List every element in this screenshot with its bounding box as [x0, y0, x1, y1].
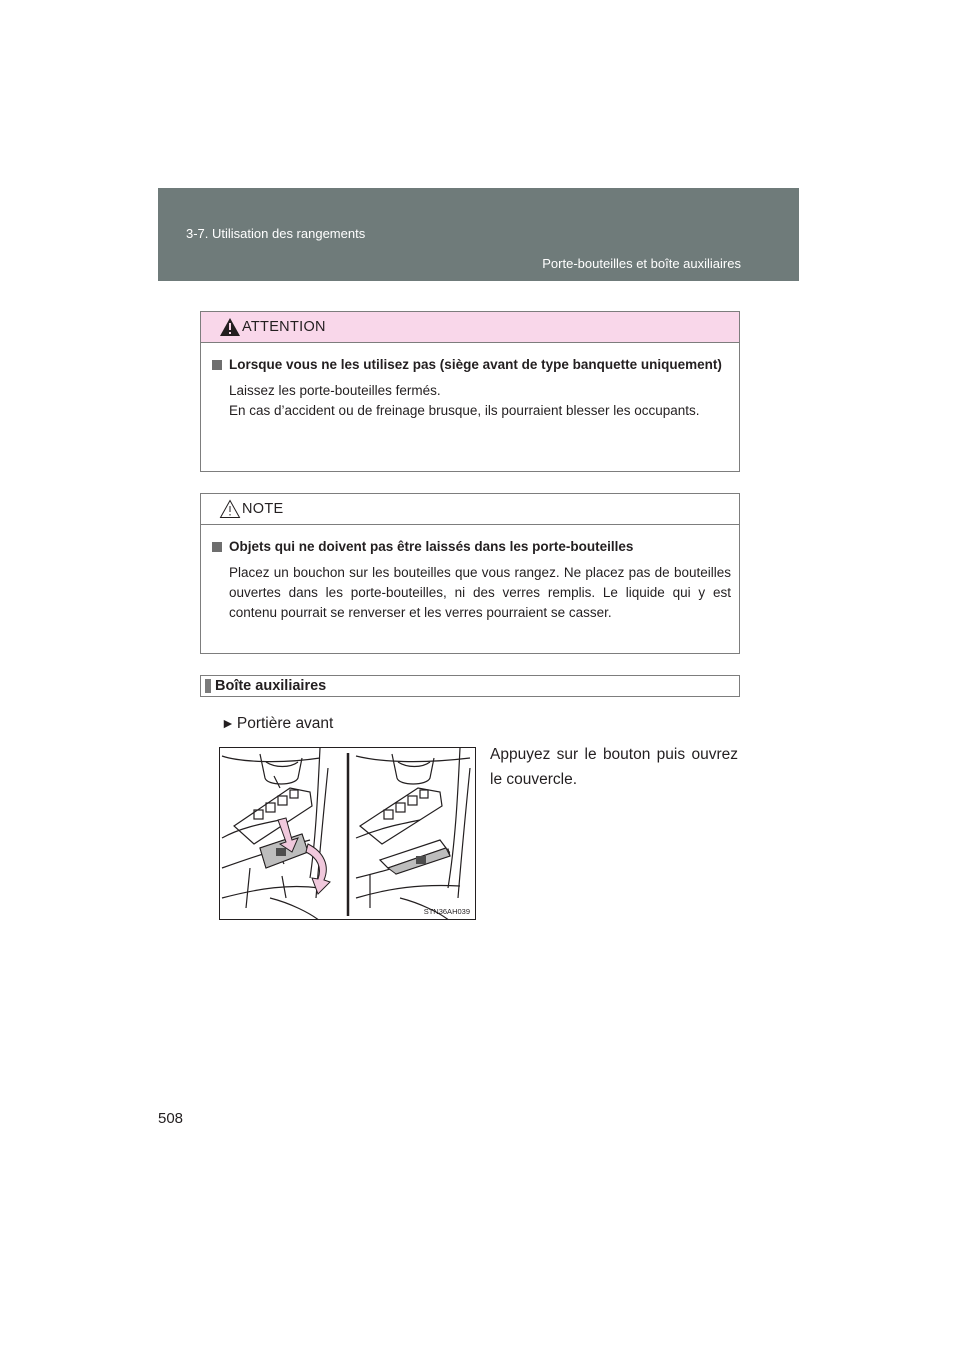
page-number: 508 [158, 1110, 184, 1127]
caution-outline-icon [219, 499, 241, 519]
figure-code: STN36AH039 [423, 907, 470, 916]
note-header [201, 494, 739, 525]
chapter-label: 3-7. Utilisation des rangements [186, 226, 366, 241]
door-compartment-illustration [219, 747, 476, 920]
attention-box [200, 311, 740, 472]
warning-icon [219, 317, 241, 337]
square-bullet-icon [212, 360, 222, 370]
note-item-text: Placez un bouchon sur les bouteilles que vous rangez. Ne placez pas de bouteilles ouvertes dans les porte-bouteilles, ni des verres remplis. Le liquide qui y est contenu pourrait se renverser et les verres pourraient se casser. [229, 565, 731, 620]
square-bullet-icon [212, 542, 222, 552]
illustration-drawing [220, 748, 476, 920]
page-topic-title: Porte-bouteilles et boîte auxiliaires [542, 256, 741, 271]
triangle-pointer-icon: ► [221, 715, 235, 731]
section-marker [205, 679, 211, 693]
attention-label: ATTENTION [242, 319, 326, 335]
attention-item-title: Lorsque vous ne les utilisez pas (siège avant de type banquette uniquement) [212, 355, 731, 375]
section-heading [200, 675, 740, 697]
note-item-title: Objets qui ne doivent pas être laissés dans les porte-bouteilles [212, 537, 731, 557]
subheading: ► Portière avant [221, 715, 334, 732]
attention-item-text: Laissez les porte-bouteilles fermés. En cas d’accident ou de freinage brusque, ils pourraient blesser les occupants. [229, 383, 700, 418]
note-label: NOTE [242, 501, 284, 517]
section-title: Boîte auxiliaires [215, 678, 327, 694]
note-box [200, 493, 740, 654]
page-header [158, 188, 799, 281]
attention-header [201, 312, 739, 343]
instruction-text: Appuyez sur le bouton puis ouvrez le couvercle. [490, 746, 738, 788]
